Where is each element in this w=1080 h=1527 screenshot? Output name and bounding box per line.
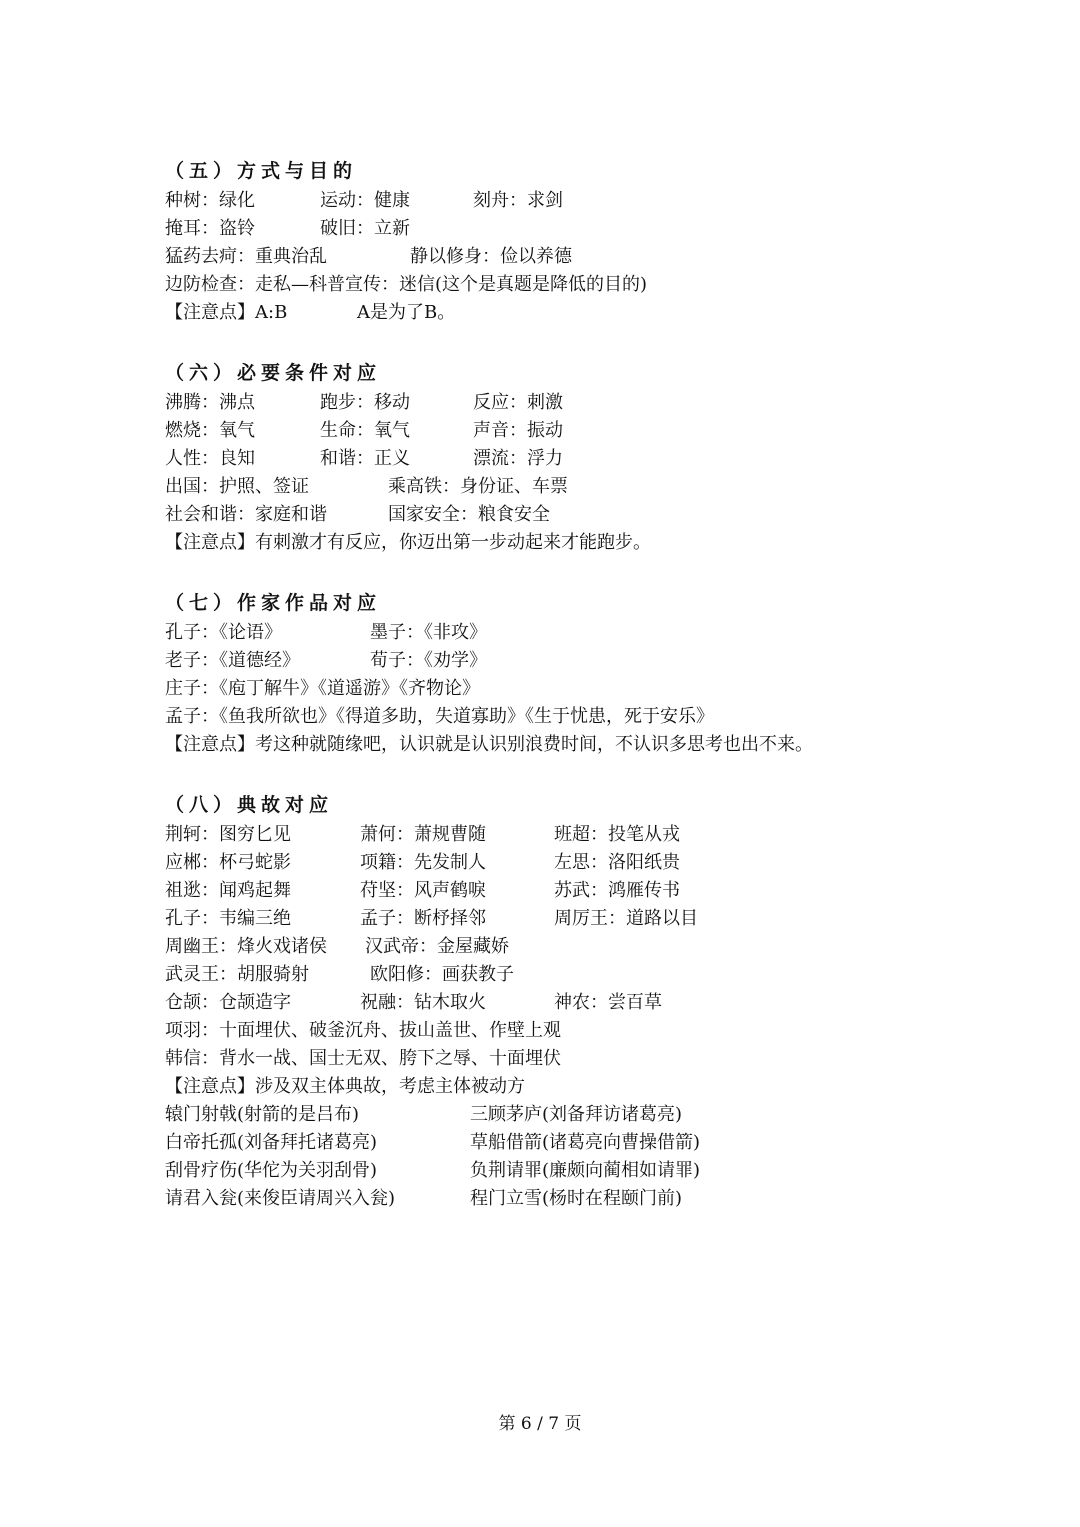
text-line [165,1185,965,1213]
section-mode-and-purpose [165,155,965,327]
note-line [165,731,965,759]
pair-item: 白帝托孤(刘备拜托诸葛亮) [165,1132,378,1153]
text-line [165,187,965,215]
note-line [165,299,965,327]
text-line [165,389,965,417]
pair-item: 草船借箭(诸葛亮向曹操借箭) [470,1132,701,1153]
pair-item: 周厉王：道路以目 [554,908,698,929]
pair-item: 三顾茅庐(刘备拜访诸葛亮) [470,1104,683,1125]
text-line [165,215,965,243]
pair-item: 声音：振动 [473,420,563,441]
text-line [165,1129,965,1157]
text-line [165,849,965,877]
pair-item: 辕门射戟(射箭的是吕布) [165,1104,360,1125]
pair-item: 祝融：钻木取火 [360,992,486,1013]
pair-item: 沸腾：沸点 [165,392,255,413]
section-heading: （六）必要条件对应 [165,362,382,384]
text-line [165,877,965,905]
pair-item: 刻舟：求剑 [473,190,563,211]
text-line [165,271,965,299]
pair-item: 社会和谐：家庭和谐 [165,504,327,525]
section-heading: （八）典故对应 [165,794,334,816]
pair-item: 墨子：《非攻》 [370,622,487,643]
note-text: 【注意点】A:B [165,302,288,323]
text-line [165,703,965,731]
pair-item: 荆轲：图穷匕见 [165,824,291,845]
pair-item: 反应：刺激 [473,392,563,413]
text-line [165,445,965,473]
text-line [165,1017,965,1045]
pair-item: 出国：护照、签证 [165,476,309,497]
pair-item: 汉武帝：金屋藏娇 [365,936,509,957]
section-heading: （七）作家作品对应 [165,592,382,614]
pair-item: 孔子：韦编三绝 [165,908,291,929]
pair-item: 和谐：正义 [320,448,410,469]
pair-item: 运动：健康 [320,190,410,211]
text-line [165,1045,965,1073]
text-line [165,647,965,675]
note-text: A是为了B。 [357,302,456,323]
pair-item: 跑步：移动 [320,392,410,413]
text-line [165,243,965,271]
text-line [165,905,965,933]
pair-item: 欧阳修：画获教子 [370,964,514,985]
pair-item: 国家安全：粮食安全 [388,504,550,525]
text-line [165,417,965,445]
section-heading: （五）方式与目的 [165,160,358,182]
pair-item: 猛药去疴：重典治乱 [165,246,327,267]
section-author-works [165,587,965,759]
pair-item: 程门立雪(杨时在程颐门前) [470,1188,683,1209]
pair-item: 韩信：背水一战、国士无双、胯下之辱、十面埋伏 [165,1048,561,1069]
pair-item: 掩耳：盗铃 [165,218,255,239]
text-line [165,619,965,647]
text-line [165,821,965,849]
pair-item: 仓颉：仓颉造字 [165,992,291,1013]
pair-item: 燃烧：氧气 [165,420,255,441]
pair-item: 刮骨疗伤(华佗为关羽刮骨) [165,1160,378,1181]
pair-item: 种树：绿化 [165,190,255,211]
note-text: 【注意点】涉及双主体典故，考虑主体被动方 [165,1076,525,1097]
pair-item: 孟子：断杼择邻 [360,908,486,929]
section-necessary-condition [165,357,965,557]
text-line [165,933,965,961]
pair-item: 萧何：萧规曹随 [360,824,486,845]
text-line [165,473,965,501]
pair-item: 人性：良知 [165,448,255,469]
pair-item: 荀子：《劝学》 [370,650,487,671]
pair-item: 神农：尝百草 [554,992,662,1013]
text-line [165,961,965,989]
text-line [165,1157,965,1185]
pair-item: 应郴：杯弓蛇影 [165,852,291,873]
note-text: 【注意点】有刺激才有反应，你迈出第一步动起来才能跑步。 [165,532,651,553]
note-line [165,1073,965,1101]
pair-item: 破旧：立新 [320,218,410,239]
pair-item: 漂流：浮力 [473,448,563,469]
pair-item: 生命：氧气 [320,420,410,441]
pair-item: 班超：投笔从戎 [554,824,680,845]
pair-item: 请君入瓮(来俊臣请周兴入瓮) [165,1188,396,1209]
pair-item: 老子：《道德经》 [165,650,300,671]
text-line [165,501,965,529]
pair-item: 边防检查：走私—科普宣传：迷信(这个是真题是降低的目的) [165,274,648,295]
pair-item: 静以修身：俭以养德 [410,246,572,267]
text-line [165,989,965,1017]
pair-item: 庄子：《庖丁解牛》《道遥游》《齐物论》 [165,678,480,699]
section-allusions [165,789,965,1213]
pair-item: 负荆请罪(廉颇向蔺相如请罪) [470,1160,701,1181]
text-line [165,1101,965,1129]
pair-item: 左思：洛阳纸贵 [554,852,680,873]
pair-item: 苏武：鸿雁传书 [554,880,680,901]
document-page [165,155,965,1243]
pair-item: 孔子：《论语》 [165,622,282,643]
pair-item: 武灵王：胡服骑射 [165,964,309,985]
pair-item: 苻坚：风声鹤唳 [360,880,486,901]
pair-item: 乘高铁：身份证、车票 [388,476,568,497]
note-text: 【注意点】考这种就随缘吧，认识就是认识别浪费时间，不认识多思考也出不来。 [165,734,813,755]
page-number: 第 6 / 7 页 [498,1414,582,1434]
pair-item: 祖逖：闻鸡起舞 [165,880,291,901]
pair-item: 项籍：先发制人 [360,852,486,873]
note-line [165,529,965,557]
text-line [165,675,965,703]
pair-item: 周幽王：烽火戏诸侯 [165,936,327,957]
pair-item: 孟子：《鱼我所欲也》《得道多助，失道寡助》《生于忧患，死于安乐》 [165,706,714,727]
pair-item: 项羽：十面埋伏、破釜沉舟、拔山盖世、作壁上观 [165,1020,561,1041]
